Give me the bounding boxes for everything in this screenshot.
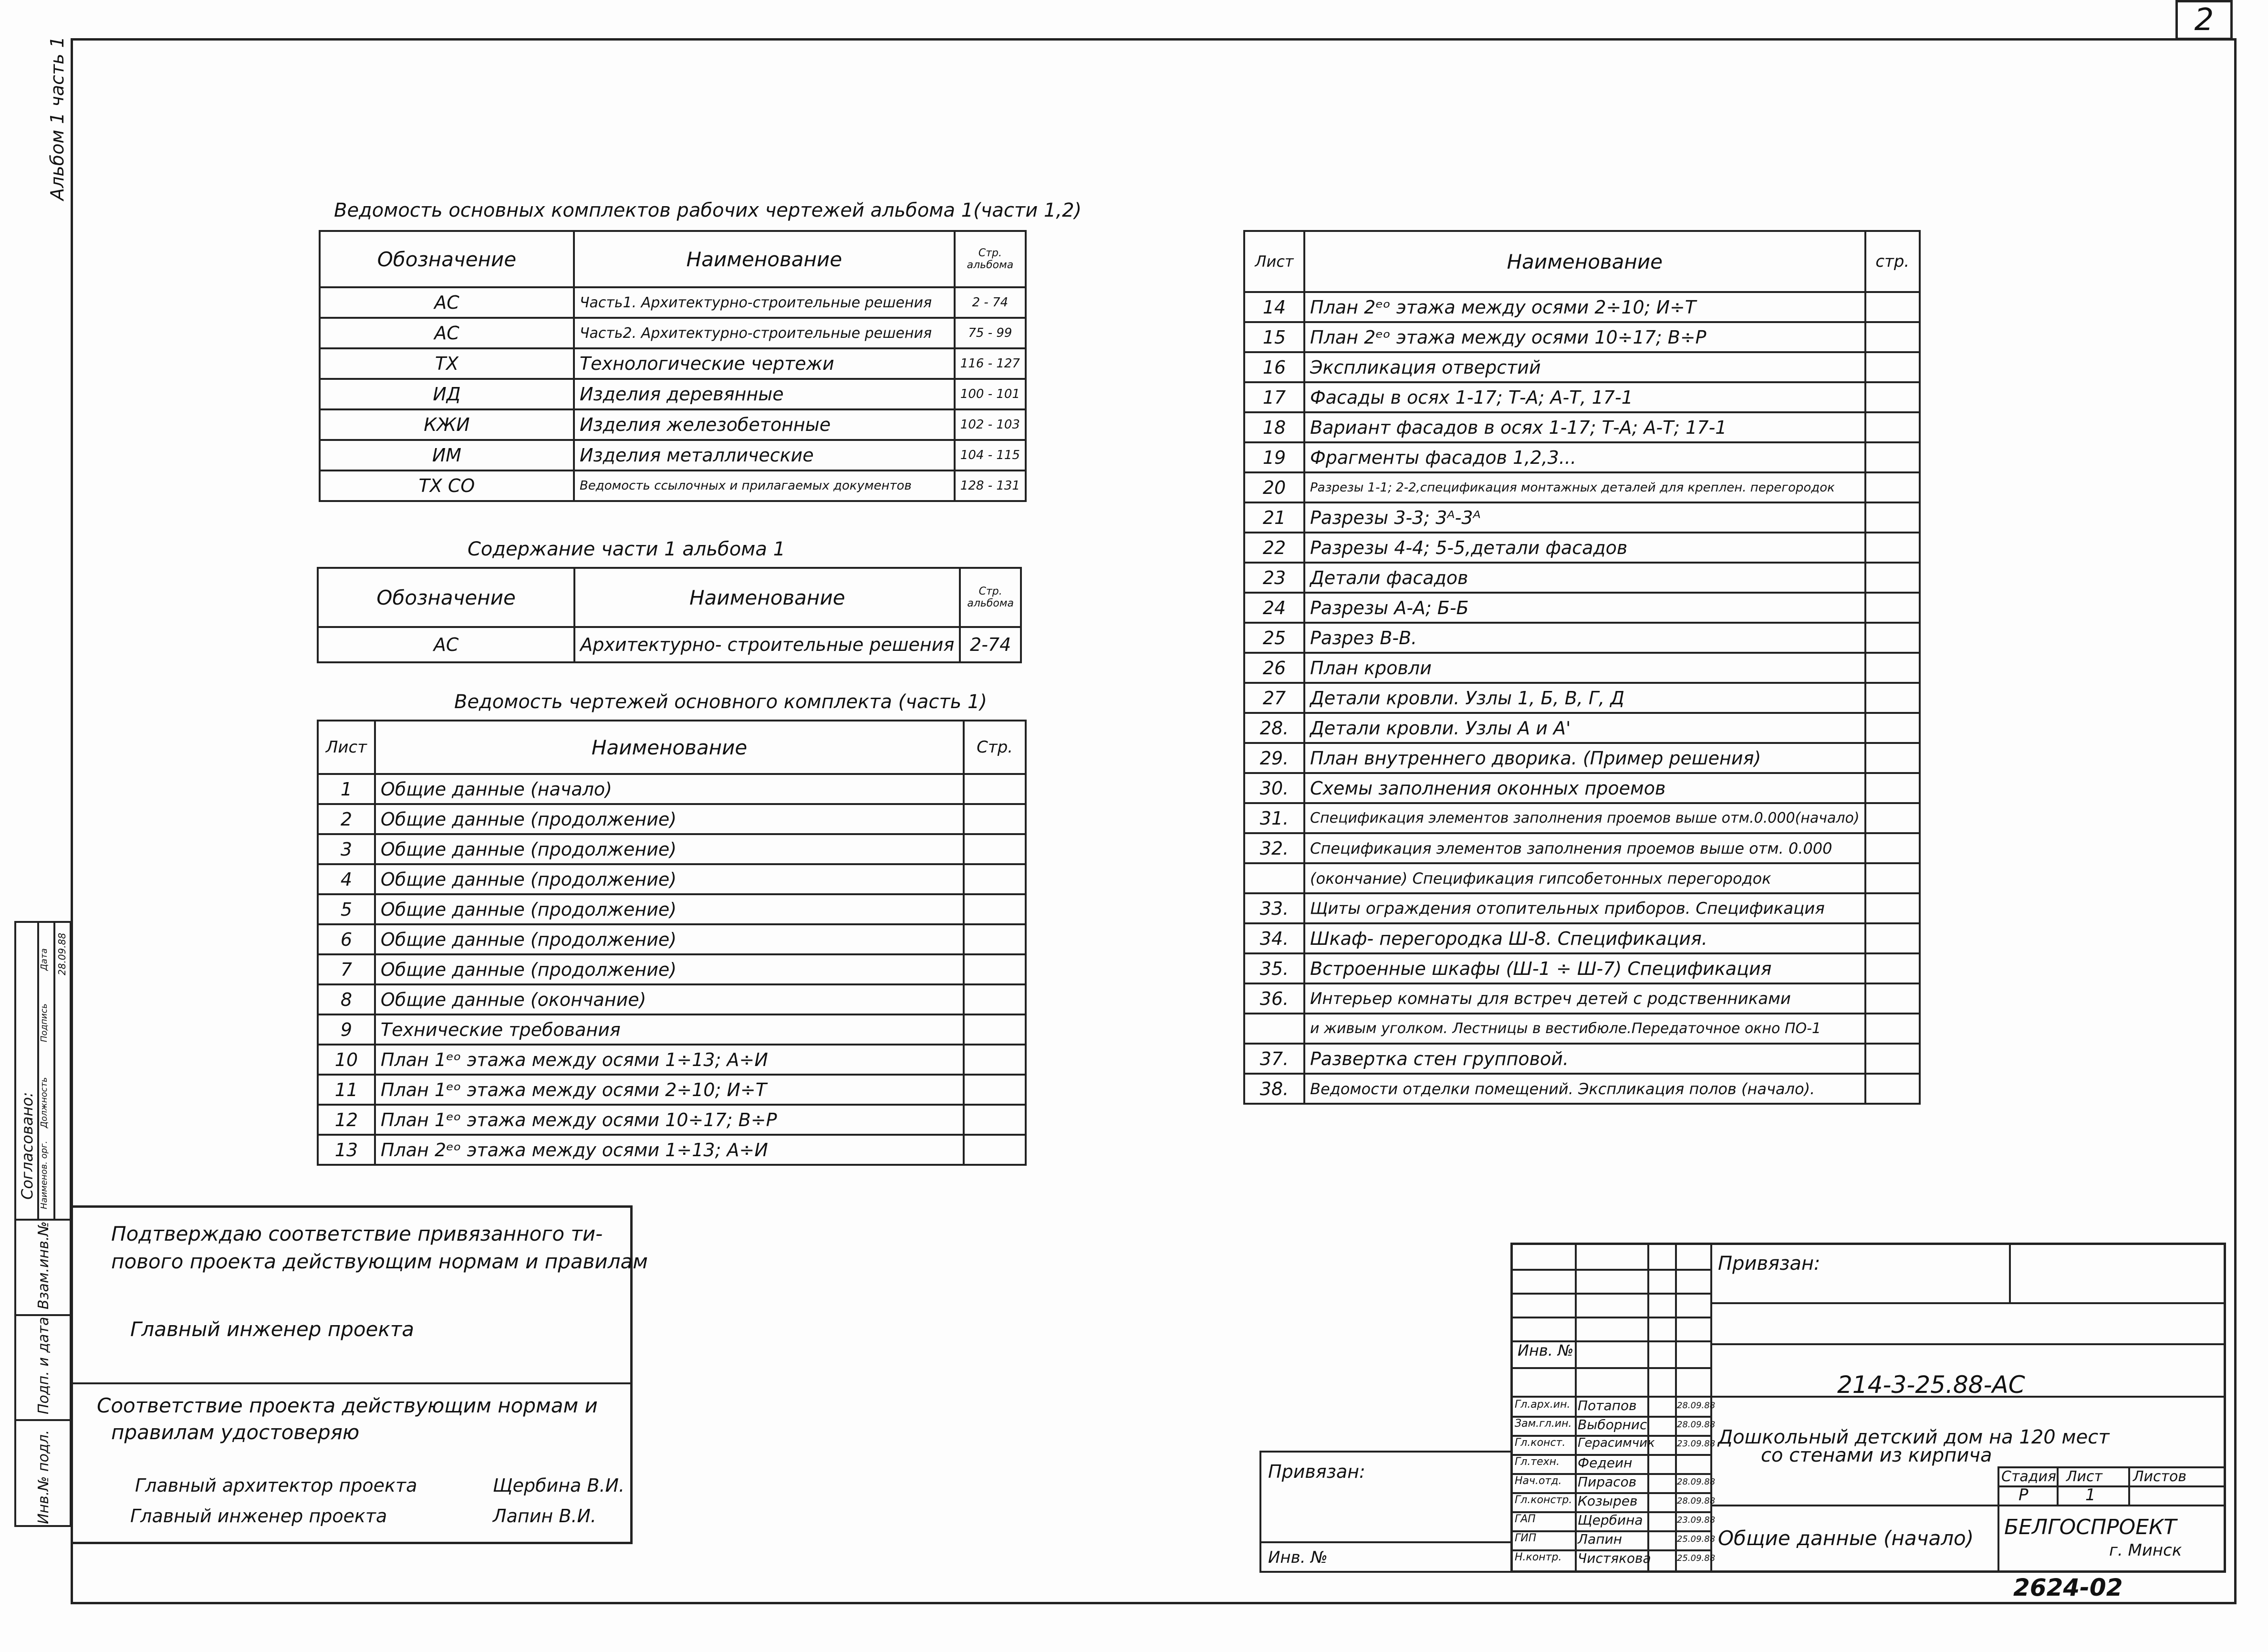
sheet-page-cell [964,984,1026,1014]
signer-name: Герасимчик [1578,1436,1655,1450]
sheets-right-header-page: стр. [1865,231,1920,292]
sheet-title: Общие данные (начало) [1718,1527,1974,1550]
sheet-page-cell [1865,502,1920,533]
sheet-number-cell: 38. [1244,1074,1304,1104]
binding-stamp-small [1259,1451,1512,1573]
sheet-page-cell [1865,593,1920,623]
name-cell: Часть1. Архитектурно-строительные решения [574,287,955,318]
name-cell: Изделия металлические [574,440,955,471]
page-cell: 116 - 127 [955,348,1026,379]
sheet-name-cell: План 1ᵉᵒ этажа между осями 1÷13; А÷И [375,1045,964,1075]
sheet-number-cell: 10 [318,1045,375,1075]
sheet-name-cell: Технические требования [375,1014,964,1045]
table-row [1244,893,1920,923]
certification-box [71,1205,648,1544]
sheet-name-cell: План кровли [1304,653,1865,683]
name-cell: Изделия железобетонные [574,409,955,440]
table-row [1244,653,1920,683]
sheet-name-cell: (окончание) Спецификация гипсобетонных перегородок [1304,863,1865,893]
designation-cell: ИМ [320,440,574,471]
sheet-name-cell: План 2ᵉᵒ этажа между осями 2÷10; И÷Т [1304,292,1865,322]
sheet-name-cell: Детали кровли. Узлы А и А' [1304,713,1865,743]
title-block [1510,1243,2226,1573]
basic-sets-header-name: Наименование [574,231,955,287]
table-row [318,774,1026,804]
sheet-page-cell [964,1135,1026,1165]
binding-small-inv: Инв. № [1268,1548,1328,1567]
table-row [1244,382,1920,412]
basic-sets-header-page: Стр. альбома [955,231,1026,287]
page-cell: 2-74 [960,627,1021,662]
sheet-number-cell: 20 [1244,472,1304,502]
sheet-page-cell [1865,713,1920,743]
sheet-page-cell [1865,623,1920,653]
project-title-line-1: Дошкольный детский дом на 120 мест [1718,1426,2110,1448]
signer-role: Гл.техн. [1515,1456,1560,1468]
sheet-name-cell: Фасады в осях 1-17; Т-А; А-Т, 17-1 [1304,382,1865,412]
table-row [320,379,1026,409]
sheet-page-cell [964,954,1026,984]
sheet-page-cell [1865,773,1920,803]
sheet-name-cell: Спецификация элементов заполнения проемов выше отм. 0.000 [1304,833,1865,863]
table-row [1244,863,1920,893]
table-row [1244,1014,1920,1044]
sheet-name-cell: Спецификация элементов заполнения проемов выше отм.0.000(начало) [1304,803,1865,833]
contents-header-designation: Обозначение [318,568,574,627]
table-row [320,409,1026,440]
sheets-label: Листов [2133,1468,2187,1485]
table-row [1244,412,1920,442]
table-row [1244,563,1920,593]
certify-line-2: правилам удостоверяю [111,1421,360,1444]
table-row [1244,292,1920,322]
sheet-label: Лист [2066,1468,2103,1485]
sheet-page-cell [964,864,1026,894]
basic-sets-header-designation: Обозначение [320,231,574,287]
sheet-number-cell: 14 [1244,292,1304,322]
table-row [1244,472,1920,502]
sheets-title: Ведомость чертежей основного комплекта (часть 1) [454,691,988,713]
table-row [1244,322,1920,352]
sheet-number-cell: 25 [1244,623,1304,653]
sheet-page-cell [1865,653,1920,683]
table-row [318,894,1026,924]
designation-cell: КЖИ [320,409,574,440]
title-block-inv: Инв. № [1518,1341,1574,1359]
sheet-number-cell: 18 [1244,412,1304,442]
album-side-label: Альбом 1 часть 1 [47,36,68,200]
sheet-name-cell: План 2ᵉᵒ этажа между осями 1÷13; А÷И [375,1135,964,1165]
signer-name: Козырев [1578,1493,1638,1509]
side-stamp-replace-inv: Взам.инв.№ [35,1221,52,1309]
sheet-page-cell [1865,292,1920,322]
sheet-number-cell: 32. [1244,833,1304,863]
designation-cell: АС [318,627,574,662]
table-row [318,924,1026,954]
sheet-name-cell: План 2ᵉᵒ этажа между осями 10÷17; В÷Р [1304,322,1865,352]
table-row [1244,623,1920,653]
sheet-name-cell: Общие данные (продолжение) [375,954,964,984]
confirm-chief-engineer: Главный инженер проекта [130,1317,414,1341]
side-stamp-col-sign: Подпись [39,1004,49,1042]
sheet-name-cell: Разрез В-В. [1304,623,1865,653]
signer-role: Нач.отд. [1515,1475,1562,1487]
table-row [1244,953,1920,983]
sheet-page-cell [1865,953,1920,983]
signer-name: Выборнис [1578,1417,1647,1432]
table-row [1244,713,1920,743]
sheet-page-cell [964,834,1026,864]
signer-name: Лапин [1578,1531,1623,1547]
sheet-page-cell [1865,1044,1920,1074]
signer-name: Потапов [1578,1398,1637,1413]
sheet-page-cell [1865,1014,1920,1044]
sheet-page-cell [964,1105,1026,1135]
sheet-page-cell [1865,863,1920,893]
sheet-page-cell [964,924,1026,954]
sheet-number-cell: 22 [1244,533,1304,563]
table-row [318,1045,1026,1075]
table-row [1244,442,1920,472]
sheet-name-cell: Общие данные (продолжение) [375,834,964,864]
sheet-name-cell: Встроенные шкафы (Ш-1 ÷ Ш-7) Спецификация [1304,953,1865,983]
table-row [318,1105,1026,1135]
signer-date: 23.09.88 [1677,1515,1716,1525]
name-cell: Архитектурно- строительные решения [574,627,960,662]
sheets-left-header-sheet: Лист [318,721,375,774]
sheet-page-cell [964,1014,1026,1045]
sheet-name-cell: Экспликация отверстий [1304,352,1865,382]
sheet-page-cell [1865,803,1920,833]
sheets-left-header-name: Наименование [375,721,964,774]
table-row [1244,593,1920,623]
sheet-number-cell: 24 [1244,593,1304,623]
stage-label: Стадия [2001,1468,2057,1485]
signer-date: 25.09.88 [1677,1553,1716,1563]
org-city: г. Минск [2109,1541,2182,1560]
sheet-name-cell: и живым уголком. Лестницы в вестибюле.Передаточное окно ПО-1 [1304,1014,1865,1044]
table-row [1244,983,1920,1014]
sheet-value: 1 [2085,1485,2096,1505]
page-cell: 102 - 103 [955,409,1026,440]
table-row [318,834,1026,864]
table-row [1244,683,1920,713]
sheet-page-cell [1865,743,1920,773]
table-row [1244,803,1920,833]
sheet-name-cell: Детали кровли. Узлы 1, Б, В, Г, Д [1304,683,1865,713]
sheet-number-cell: 12 [318,1105,375,1135]
sheet-page-cell [1865,322,1920,352]
sheet-page-cell [1865,1074,1920,1104]
side-stamp-date: 28.09.88 [56,932,68,975]
engineer-name: Лапин В.И. [493,1506,596,1527]
table-row [1244,352,1920,382]
engineer-role: Главный инженер проекта [130,1506,387,1527]
sheets-right-header-sheet: Лист [1244,231,1304,292]
table-row [320,287,1026,318]
signer-name: Щербина [1578,1512,1643,1528]
project-code: 214-3-25.88-АС [1837,1371,2025,1399]
sheet-name-cell: План 1ᵉᵒ этажа между осями 10÷17; В÷Р [375,1105,964,1135]
sheet-name-cell: Общие данные (продолжение) [375,894,964,924]
stage-value: Р [2018,1485,2029,1505]
sheets-right-table [1243,230,1921,1105]
sheet-number-cell: 2 [318,804,375,834]
table-row [1244,773,1920,803]
sheet-page-cell [1865,412,1920,442]
sheet-number-cell: 19 [1244,442,1304,472]
architect-role: Главный архитектор проекта [135,1475,417,1496]
sheet-number-cell: 17 [1244,382,1304,412]
sheet-name-cell: Разрезы А-А; Б-Б [1304,593,1865,623]
table-row [318,1014,1026,1045]
sheet-number-cell: 5 [318,894,375,924]
sheets-right-header-name: Наименование [1304,231,1865,292]
page-number: 2 [2175,0,2233,40]
table-row [318,954,1026,984]
sheet-number-cell: 16 [1244,352,1304,382]
sheet-name-cell: Ведомости отделки помещений. Экспликация полов (начало). [1304,1074,1865,1104]
binding-small-label: Привязан: [1268,1461,1365,1482]
designation-cell: АС [320,318,574,348]
sheet-number-cell: 36. [1244,983,1304,1014]
sheet-page-cell [1865,382,1920,412]
sheet-number-cell: 29. [1244,743,1304,773]
sheet-name-cell: Разрезы 1-1; 2-2,спецификация монтажных деталей для креплен. перегородок [1304,472,1865,502]
side-stamp-col-date: Дата [39,948,49,971]
sheet-number-cell: 34. [1244,923,1304,953]
org-name: БЕЛГОСПРОЕКТ [2004,1515,2177,1539]
sheet-number-cell: 3 [318,834,375,864]
sheet-name-cell: Общие данные (начало) [375,774,964,804]
designation-cell: ИД [320,379,574,409]
side-stamp-col-org: Наименов. орг. [39,1140,49,1209]
sheet-page-cell [1865,833,1920,863]
name-cell: Ведомость ссылочных и прилагаемых документов [574,471,955,501]
sheet-number-cell: 13 [318,1135,375,1165]
sheet-page-cell [1865,983,1920,1014]
designation-cell: АС [320,287,574,318]
project-title-line-2: со стенами из кирпича [1761,1444,1992,1466]
sheet-page-cell [964,894,1026,924]
table-row [318,627,1021,662]
page-cell: 2 - 74 [955,287,1026,318]
sheet-number-cell: 28. [1244,713,1304,743]
side-stamp-inv-original: Инв.№ подл. [35,1430,52,1524]
table-row [1244,833,1920,863]
title-block-bound: Привязан: [1718,1253,1821,1275]
signer-role: Н.контр. [1515,1551,1562,1563]
table-row [320,318,1026,348]
architect-name: Щербина В.И. [493,1475,625,1496]
archive-number: 2624-02 [2013,1574,2123,1601]
table-row [318,1135,1026,1165]
designation-cell: ТХ СО [320,471,574,501]
sheet-number-cell: 6 [318,924,375,954]
contents-header-page: Стр. альбома [960,568,1021,627]
sheet-number-cell: 15 [1244,322,1304,352]
contents-table [317,567,1022,663]
signer-date: 28.09.88 [1677,1477,1716,1487]
side-stamp [14,921,72,1527]
name-cell: Технологические чертежи [574,348,955,379]
signer-date: 28.09.88 [1677,1401,1716,1411]
sheet-name-cell: Шкаф- перегородка Ш-8. Спецификация. [1304,923,1865,953]
table-row [318,1075,1026,1105]
sheet-number-cell: 35. [1244,953,1304,983]
sheet-page-cell [964,1045,1026,1075]
sheet-name-cell: Разрезы 3-3; 3ᴬ-3ᴬ [1304,502,1865,533]
signer-role: Зам.гл.ин. [1515,1418,1572,1430]
basic-sets-table [319,230,1027,502]
sheet-number-cell: 21 [1244,502,1304,533]
sheet-number-cell: 4 [318,864,375,894]
signer-role: Гл.конст. [1515,1437,1566,1449]
side-stamp-sign-date: Подп. и дата [35,1317,52,1414]
sheet-number-cell: 11 [318,1075,375,1105]
sheet-number-cell: 23 [1244,563,1304,593]
table-row [320,440,1026,471]
sheet-name-cell: Общие данные (продолжение) [375,924,964,954]
table-row [1244,502,1920,533]
sheets-left-table [317,720,1027,1166]
signer-name: Пирасов [1578,1474,1637,1490]
sheet-name-cell: Общие данные (продолжение) [375,804,964,834]
page-cell: 100 - 101 [955,379,1026,409]
sheet-page-cell [1865,563,1920,593]
sheet-number-cell: 8 [318,984,375,1014]
sheet-page-cell [1865,683,1920,713]
sheet-name-cell: Схемы заполнения оконных проемов [1304,773,1865,803]
sheet-name-cell: Интерьер комнаты для встреч детей с родственниками [1304,983,1865,1014]
sheet-number-cell [1244,1014,1304,1044]
sheet-number-cell: 27 [1244,683,1304,713]
signer-date: 25.09.88 [1677,1534,1716,1544]
page-cell: 75 - 99 [955,318,1026,348]
confirm-line-1: Подтверждаю соответствие привязанного ти- [111,1222,603,1245]
table-row [1244,533,1920,563]
sheet-name-cell: Развертка стен групповой. [1304,1044,1865,1074]
sheet-name-cell: Щиты ограждения отопительных приборов. Спецификация [1304,893,1865,923]
signer-role: Гл.арх.ин. [1515,1399,1571,1411]
sheet-number-cell [1244,863,1304,893]
sheet-number-cell: 31. [1244,803,1304,833]
table-row [1244,1074,1920,1104]
basic-sets-title: Ведомость основных комплектов рабочих чертежей альбома 1(части 1,2) [334,199,1082,221]
signer-name: Чистякова [1578,1550,1651,1566]
signer-date: 28.09.88 [1677,1496,1716,1506]
sheet-page-cell [1865,352,1920,382]
signer-date: 23.09.88 [1677,1439,1716,1449]
sheet-name-cell: Разрезы 4-4; 5-5,детали фасадов [1304,533,1865,563]
sheet-name-cell: Вариант фасадов в осях 1-17; Т-А; А-Т; 17-1 [1304,412,1865,442]
certify-line-1: Соответствие проекта действующим нормам и [97,1394,598,1417]
sheet-number-cell: 37. [1244,1044,1304,1074]
sheet-page-cell [964,804,1026,834]
table-row [320,348,1026,379]
table-row [1244,923,1920,953]
sheet-number-cell: 30. [1244,773,1304,803]
table-row [318,984,1026,1014]
contents-title: Содержание части 1 альбома 1 [468,538,786,560]
sheet-number-cell: 7 [318,954,375,984]
signer-role: ГИП [1515,1532,1537,1544]
sheet-number-cell: 33. [1244,893,1304,923]
designation-cell: ТХ [320,348,574,379]
sheet-name-cell: Детали фасадов [1304,563,1865,593]
sheet-name-cell: Общие данные (продолжение) [375,864,964,894]
side-stamp-agreed: Согласовано: [18,1092,36,1200]
sheet-page-cell [1865,533,1920,563]
sheet-page-cell [964,774,1026,804]
signer-role: Гл.констр. [1515,1494,1572,1506]
table-row [318,864,1026,894]
name-cell: Часть2. Архитектурно-строительные решения [574,318,955,348]
sheet-page-cell [1865,923,1920,953]
sheet-page-cell [1865,472,1920,502]
table-row [1244,1044,1920,1074]
signer-role: ГАП [1515,1513,1536,1525]
signer-date: 28.09.88 [1677,1420,1716,1430]
sheet-page-cell [1865,893,1920,923]
sheet-name-cell: План 1ᵉᵒ этажа между осями 2÷10; И÷Т [375,1075,964,1105]
page-cell: 104 - 115 [955,440,1026,471]
sheet-name-cell: Общие данные (окончание) [375,984,964,1014]
sheet-page-cell [1865,442,1920,472]
table-row [1244,743,1920,773]
signer-name: Федеин [1578,1455,1633,1471]
sheet-page-cell [964,1075,1026,1105]
side-stamp-col-position: Должность [39,1077,49,1128]
sheets-left-header-page: Стр. [964,721,1026,774]
confirm-line-2: пового проекта действующим нормам и правилам [111,1250,648,1273]
contents-header-name: Наименование [574,568,960,627]
table-row [320,471,1026,501]
sheet-number-cell: 9 [318,1014,375,1045]
sheet-number-cell: 1 [318,774,375,804]
sheet-name-cell: План внутреннего дворика. (Пример решения) [1304,743,1865,773]
sheet-name-cell: Фрагменты фасадов 1,2,3... [1304,442,1865,472]
table-row [318,804,1026,834]
name-cell: Изделия деревянные [574,379,955,409]
sheet-number-cell: 26 [1244,653,1304,683]
page-cell: 128 - 131 [955,471,1026,501]
